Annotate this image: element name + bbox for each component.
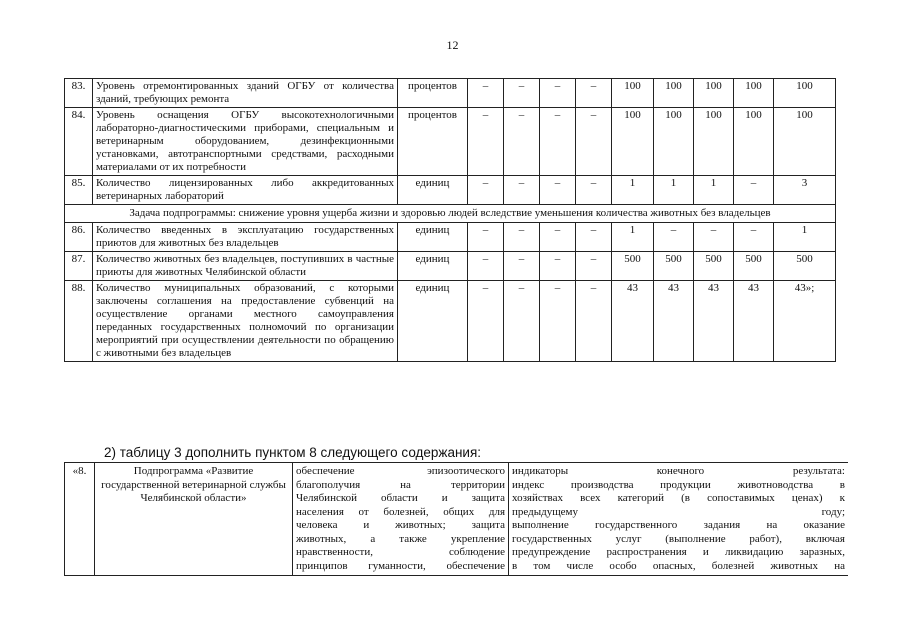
text-line: государственных услуг (выполнение работ), включая (512, 532, 845, 545)
value-cell: – (468, 108, 504, 176)
row-number: 83. (65, 79, 93, 108)
value-cell: – (540, 176, 576, 205)
value-cell: 500 (654, 252, 694, 281)
value-cell: 1 (612, 223, 654, 252)
row-number: 85. (65, 176, 93, 205)
indicator-name: Количество муниципальных образований, с которыми заключены соглашения на предоставление субвенций на осуществление органами местного самоуправления переданных государственных полномочий по организации мероприятий при осуществлении деятельности по обращению с животными без владельцев (93, 281, 398, 362)
text-line: в том числе особо опасных, болезней животных на (512, 559, 845, 572)
indicator-name: Количество лицензированных либо аккредитованных ветеринарных лабораторий (93, 176, 398, 205)
text-line: Челябинской области и защита (296, 492, 505, 504)
indicators-table (64, 78, 836, 362)
text-line: выполнение государственного задания на оказание (512, 519, 845, 531)
table3-goals (293, 463, 509, 576)
value-cell: – (504, 252, 540, 281)
value-cell: – (540, 108, 576, 176)
page-number: 12 (446, 38, 459, 52)
value-cell: 43 (734, 281, 774, 362)
value-cell: 100 (694, 108, 734, 176)
unit-cell: единиц (398, 176, 468, 205)
value-cell: 1 (694, 176, 734, 205)
value-cell: – (576, 252, 612, 281)
table-row (65, 108, 836, 176)
section-title: Задача подпрограммы: снижение уровня ущерба жизни и здоровью людей вследствие уменьшения количества животных без владельцев (65, 205, 836, 223)
text-line: предупреждение распространения и ликвидацию заразных, (512, 546, 845, 558)
value-cell: 100 (654, 108, 694, 176)
value-cell: – (576, 108, 612, 176)
value-cell: – (576, 176, 612, 205)
value-cell: 3 (774, 176, 836, 205)
value-cell: – (504, 79, 540, 108)
value-cell: 100 (654, 79, 694, 108)
section-row (65, 205, 836, 223)
value-cell: – (734, 176, 774, 205)
unit-cell: единиц (398, 223, 468, 252)
text-line: принципов гуманности, обеспечение (296, 559, 505, 572)
text-line: предыдущему году; (512, 505, 845, 518)
value-cell: – (504, 223, 540, 252)
value-cell: – (576, 281, 612, 362)
table3-row-number: «8. (65, 463, 95, 576)
table3-indicators (509, 463, 849, 576)
indicator-name: Уровень отремонтированных зданий ОГБУ от количества зданий, требующих ремонта (93, 79, 398, 108)
value-cell: 500 (774, 252, 836, 281)
indicator-name: Количество животных без владельцев, поступивших в частные приюты для животных Челябинской области (93, 252, 398, 281)
amendment-instruction: 2) таблицу 3 дополнить пунктом 8 следующего содержания: (104, 445, 482, 460)
unit-cell: единиц (398, 281, 468, 362)
value-cell: – (468, 176, 504, 205)
text-line: индикаторы конечного результата: (512, 465, 845, 477)
value-cell: 1 (612, 176, 654, 205)
text-line: индекс производства продукции животноводства в (512, 478, 845, 491)
table-row (65, 176, 836, 205)
value-cell: 100 (734, 108, 774, 176)
value-cell: 1 (654, 176, 694, 205)
indicator-name: Уровень оснащения ОГБУ высокотехнологичными лабораторно-диагностическими приборами, специальным и ветеринарным оборудованием, дезинфекционными установками, автотранспортными средствами, расходными материалами от их потребности (93, 108, 398, 176)
row-number: 84. (65, 108, 93, 176)
value-cell: – (468, 79, 504, 108)
row-number: 87. (65, 252, 93, 281)
value-cell: 100 (612, 108, 654, 176)
value-cell: 43 (612, 281, 654, 362)
value-cell: 43 (694, 281, 734, 362)
text-line: человека и животных; защита (296, 519, 505, 531)
value-cell: – (694, 223, 734, 252)
text-line: благополучия на территории (296, 478, 505, 491)
value-cell: – (468, 223, 504, 252)
unit-cell: процентов (398, 79, 468, 108)
unit-cell: единиц (398, 252, 468, 281)
table-row (65, 79, 836, 108)
table-row (65, 281, 836, 362)
value-cell: 43»; (774, 281, 836, 362)
text-line: населения от болезней, общих для (296, 505, 505, 518)
table-row (65, 252, 836, 281)
value-cell: – (540, 79, 576, 108)
row-number: 86. (65, 223, 93, 252)
value-cell: – (468, 281, 504, 362)
unit-cell: процентов (398, 108, 468, 176)
table3-fragment (64, 462, 848, 640)
value-cell: 500 (694, 252, 734, 281)
value-cell: 500 (612, 252, 654, 281)
value-cell: – (576, 223, 612, 252)
value-cell: – (576, 79, 612, 108)
text-line: хозяйствах всех категорий (в сопоставимых ценах) к (512, 492, 845, 504)
value-cell: 100 (612, 79, 654, 108)
value-cell: 500 (734, 252, 774, 281)
row-number: 88. (65, 281, 93, 362)
value-cell: – (504, 108, 540, 176)
value-cell: 100 (734, 79, 774, 108)
value-cell: 43 (654, 281, 694, 362)
value-cell: – (504, 176, 540, 205)
value-cell: – (468, 252, 504, 281)
value-cell: – (540, 281, 576, 362)
value-cell: – (654, 223, 694, 252)
table3-subprogram: Подпрограмма «Развитие государственной ветеринарной службы Челябинской области» (95, 463, 293, 576)
value-cell: – (504, 281, 540, 362)
value-cell: 100 (694, 79, 734, 108)
value-cell: – (734, 223, 774, 252)
value-cell: 1 (774, 223, 836, 252)
value-cell: 100 (774, 108, 836, 176)
table3-row (65, 463, 849, 576)
value-cell: – (540, 252, 576, 281)
table-row (65, 223, 836, 252)
text-line: нравственности, соблюдение (296, 546, 505, 558)
value-cell: – (540, 223, 576, 252)
text-line: обеспечение эпизоотического (296, 465, 505, 477)
value-cell: 100 (774, 79, 836, 108)
indicator-name: Количество введенных в эксплуатацию государственных приютов для животных без владельцев (93, 223, 398, 252)
text-line: животных, а также укрепление (296, 532, 505, 545)
